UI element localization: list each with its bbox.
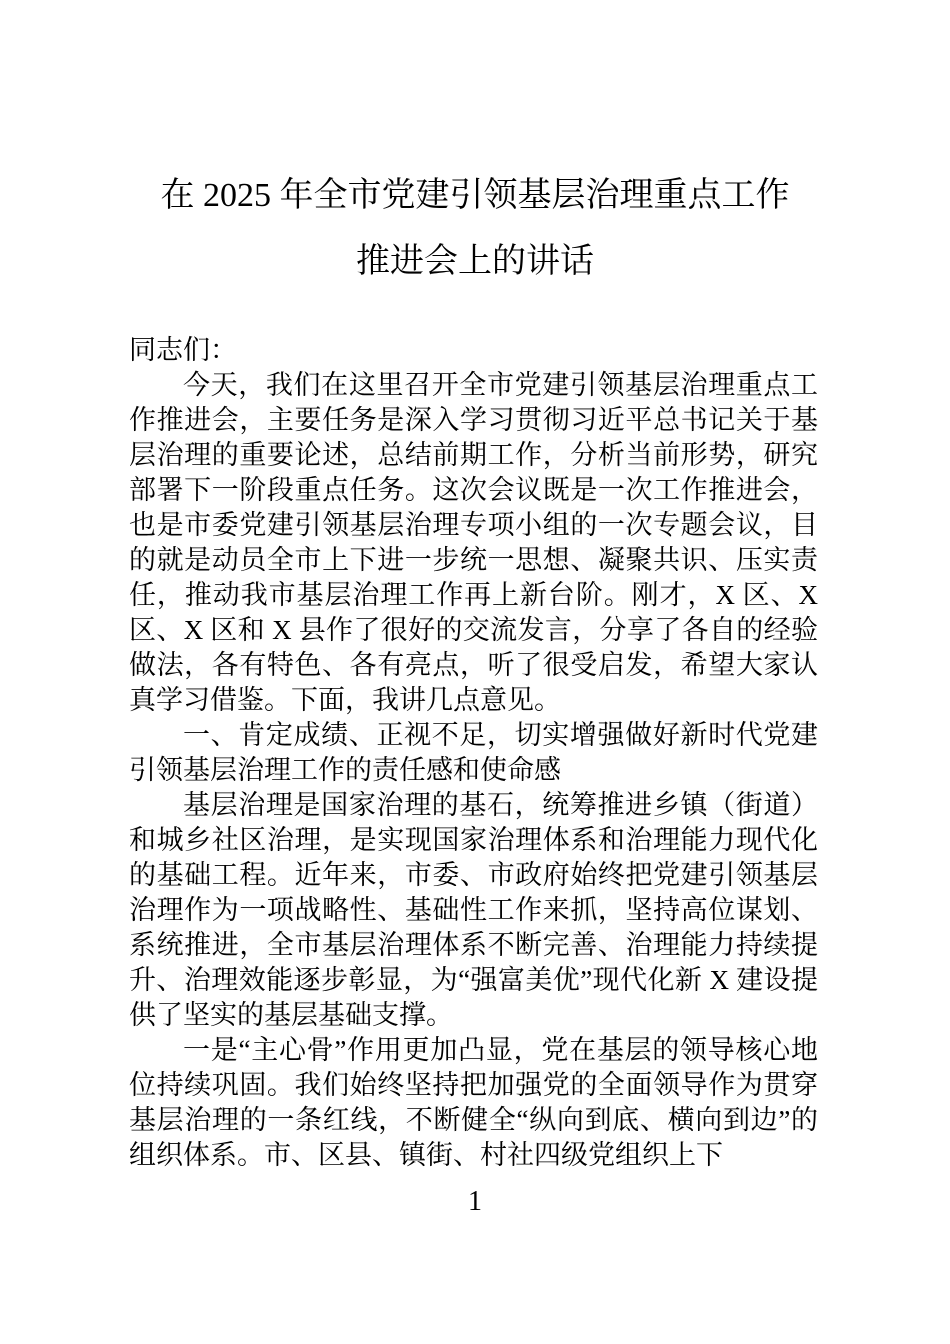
paragraph-leadership: 一是“主心骨”作用更加凸显，党在基层的领导核心地位持续巩固。我们始终坚持把加强党的全面领导作为贯穿基层治理的一条红线，不断健全“纵向到底、横向到边”的组织体系。市、区县、镇街、村社四级党组织上下 [129, 1035, 818, 1170]
paragraph-achievements: 基层治理是国家治理的基石，统筹推进乡镇（街道）和城乡社区治理，是实现国家治理体系和治理能力现代化的基础工程。近年来，市委、市政府始终把党建引领基层治理作为一项战略性、基础性工作来抓，坚持高位谋划、系统推进，全市基层治理体系不断完善、治理能力持续提升、治理效能逐步彰显，为“强富美优”现代化新 X 建设提供了坚实的基层基础支撑。 [129, 790, 818, 1030]
section-heading: 一、肯定成绩、正视不足，切实增强做好新时代党建引领基层治理工作的责任感和使命感 [129, 720, 818, 785]
document-title-line-1: 在 2025 年全市党建引领基层治理重点工作 [160, 177, 790, 214]
document-title [100, 163, 850, 295]
document-title-line-2: 推进会上的讲话 [356, 243, 594, 280]
paragraph-opening: 今天，我们在这里召开全市党建引领基层治理重点工作推进会，主要任务是深入学习贯彻习近平总书记关于基层治理的重要论述，总结前期工作，分析当前形势，研究部署下一阶段重点任务。这次会议既是一次工作推进会，也是市委党建引领基层治理专项小组的一次专题会议，目的就是动员全市上下进一步统一思想、凝聚共识、压实责任，推动我市基层治理工作再上新台阶。刚才，X 区、X 区、X 区和 X 县作了很好的交流发言，分享了各自的经验做法，各有特色、各有亮点，听了很受启发，希望大家认真学习借鉴。下面，我讲几点意见。 [129, 370, 818, 715]
salutation-line: 同志们： [129, 335, 237, 365]
page-number: 1 [468, 1186, 482, 1217]
document-body [129, 333, 818, 1173]
